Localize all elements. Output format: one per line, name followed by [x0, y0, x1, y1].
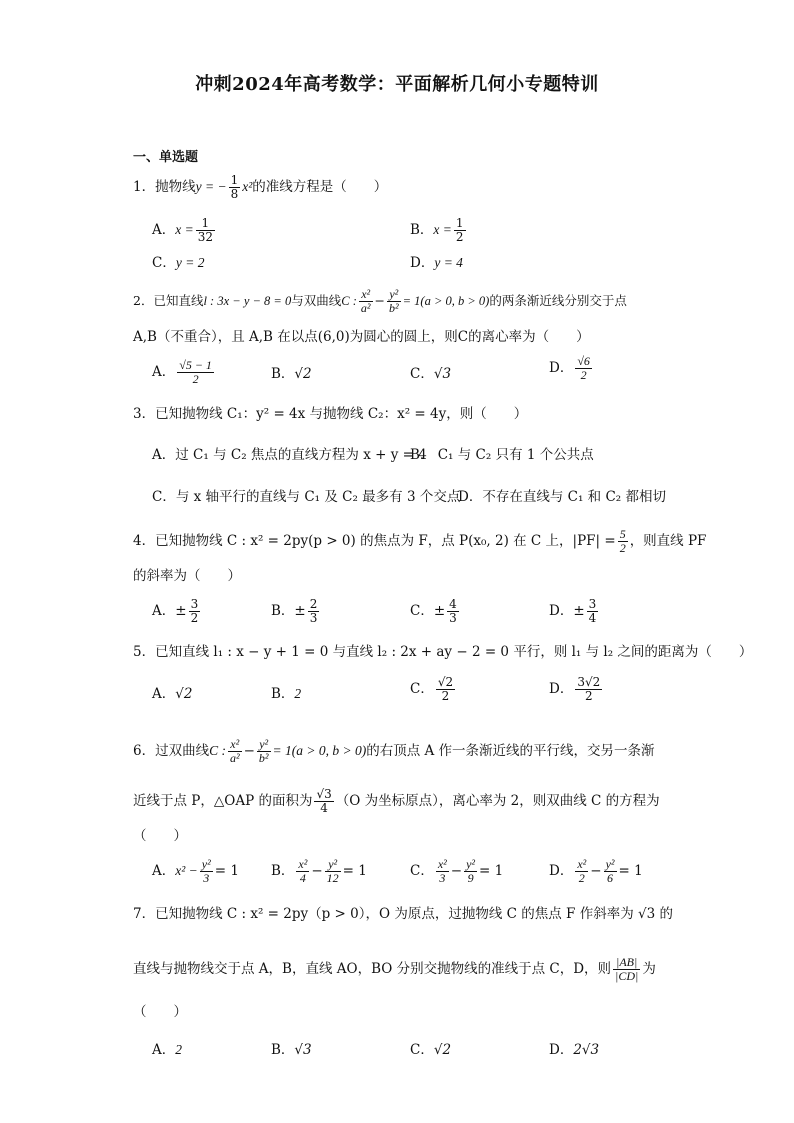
q6-c-mid: −	[450, 863, 463, 879]
q4-option-c[interactable]	[410, 598, 461, 625]
q4-d-label: D．±	[549, 603, 585, 619]
q1-frac-den: 8	[230, 187, 239, 201]
q4-a-num: 3	[190, 597, 199, 611]
q1-a-expr: x =	[175, 222, 194, 237]
q1-a-num: 1	[196, 217, 215, 231]
q3-option-b[interactable]: B． C₁ 与 C₂ 只有 1 个公共点	[410, 447, 594, 463]
q5-option-d[interactable]	[549, 676, 604, 703]
q6-l2-pre: 近线于点 P，△OAP 的面积为	[133, 793, 313, 809]
q6-f2-den: b²	[258, 751, 269, 765]
q6-frac-1	[228, 738, 242, 765]
question-7-line-3: （ ）	[133, 1004, 187, 1020]
q6-a-label: A．	[152, 863, 176, 879]
q2-hf-rest: = 1(a > 0, b > 0)	[402, 294, 490, 308]
q2-b-label: B．	[271, 366, 295, 382]
q2-a-num: √5 − 1	[179, 358, 212, 372]
q2-line-expr: l : 3x − y − 8 = 0	[203, 294, 292, 308]
q3-option-a[interactable]: A．过 C₁ 与 C₂ 焦点的直线方程为 x + y = 4	[152, 447, 427, 463]
q4-pre: 4．已知抛物线 C : x² = 2py(p > 0) 的焦点为 F，点 P(x₀, 2) 在 C 上，|PF| =	[133, 533, 616, 549]
q6-option-a[interactable]	[152, 858, 239, 885]
q6-d-frac-1	[575, 858, 588, 885]
question-7-line-1: 7．已知抛物线 C : x² = 2py（p > 0），O 为原点，过抛物线 C 的焦点 F 作斜率为 √3 的	[133, 906, 673, 922]
q4-option-d[interactable]	[549, 598, 600, 625]
q6-d-frac-2	[604, 858, 617, 885]
q6-f1-num: x²	[228, 738, 242, 752]
q6-c-frac-1	[436, 858, 449, 885]
q1-a-frac	[196, 217, 215, 244]
q7-l2-pre: 直线与抛物线交于点 A，B，直线 AO，BO 分别交抛物线的准线于点 C，D，则	[133, 961, 612, 977]
q3-option-d[interactable]: D．不存在直线与 C₁ 和 C₂ 都相切	[458, 489, 666, 505]
q6-b-d1: 4	[299, 871, 306, 885]
q6-pre: 6．过双曲线	[133, 743, 210, 759]
q4-option-b[interactable]	[271, 598, 321, 625]
q5-option-a[interactable]	[152, 684, 192, 704]
q2-a-frac	[177, 359, 214, 386]
q6-area-den: 4	[320, 801, 328, 815]
question-1-stem	[133, 174, 387, 201]
q1-c-label: C．	[152, 255, 176, 271]
q5-c-frac	[436, 676, 455, 703]
q6-b-frac-2	[325, 858, 341, 885]
q6-area-frac	[314, 788, 333, 815]
q6-a-post: = 1	[214, 863, 239, 879]
q4-c-frac	[447, 598, 459, 625]
q2-d-den: 2	[580, 368, 587, 382]
q7-b-label: B．	[271, 1042, 295, 1058]
q6-c-label-opt: C．	[410, 863, 434, 879]
q4-b-num: 2	[309, 597, 318, 611]
q6-c-post: = 1	[479, 863, 504, 879]
q2-c-label: C :	[341, 294, 357, 308]
q1-d-label: D．	[410, 255, 435, 271]
q1-b-frac	[454, 217, 466, 244]
q1-expr2: x²	[242, 179, 253, 194]
page-title: 冲刺2024年高考数学：平面解析几何小专题特训	[195, 74, 599, 95]
question-6-line-1	[133, 738, 655, 765]
q6-b-label: B．	[271, 863, 295, 879]
section-heading: 一、单选题	[133, 150, 199, 165]
q1-expr: y = −	[195, 179, 227, 194]
q6-d-d1: 2	[578, 871, 585, 885]
q6-b-n2: y²	[325, 858, 341, 872]
q7-option-d[interactable]	[549, 1040, 599, 1060]
q6-post: 的右顶点 A 作一条渐近线的平行线，交另一条渐	[366, 743, 655, 759]
q2-option-b[interactable]	[271, 364, 312, 384]
q6-a-frac	[200, 858, 213, 885]
q7-c-label: C．	[410, 1042, 434, 1058]
q5-c-label: C．	[410, 681, 434, 697]
q3-option-c[interactable]: C．与 x 轴平行的直线与 C₁ 及 C₂ 最多有 3 个交点	[152, 489, 461, 505]
q6-d-n2: y²	[605, 857, 615, 871]
q1-b-expr: x =	[433, 222, 452, 237]
q6-c-n1: x²	[437, 857, 447, 871]
q4-frac	[618, 528, 628, 555]
question-7-line-2	[133, 956, 656, 983]
q4-d-num: 3	[588, 597, 597, 611]
q7-option-c[interactable]	[410, 1040, 451, 1060]
q6-l2-post: （O 为坐标原点），离心率为 2，则双曲线 C 的方程为	[335, 793, 660, 809]
q6-c-label: C :	[209, 743, 226, 758]
q2-minus: −	[374, 293, 385, 308]
q5-d-num: 3√2	[577, 675, 601, 689]
q6-d-n1: x²	[577, 857, 587, 871]
q6-option-d[interactable]	[549, 858, 643, 885]
q7-d-expr: 2√3	[573, 1042, 600, 1058]
q4-c-label: C．±	[410, 603, 446, 619]
q4-b-den: 3	[309, 611, 318, 625]
q2-hf2-den: b²	[388, 301, 399, 315]
q7-ratio-frac	[613, 956, 640, 983]
q1-frac-num: 1	[230, 173, 239, 187]
q7-option-a[interactable]	[152, 1040, 182, 1060]
q5-d-den: 2	[584, 689, 593, 703]
q4-option-a[interactable]	[152, 598, 202, 625]
question-4-line-2: 的斜率为（ ）	[133, 568, 241, 584]
q2-hyper-frac-1	[359, 288, 373, 315]
q6-f1-den: a²	[229, 751, 240, 765]
q2-c-expr: √3	[433, 366, 452, 382]
q6-c-frac-2	[464, 858, 477, 885]
q2-hf1-num: x²	[359, 288, 373, 302]
q7-d-label: D．	[549, 1042, 574, 1058]
q1-option-a[interactable]	[152, 217, 217, 244]
q5-c-den: 2	[441, 689, 450, 703]
question-5-stem: 5．已知直线 l₁ : x − y + 1 = 0 与直线 l₂ : 2x + ay − 2 = 0 平行，则 l₁ 与 l₂ 之间的距离为（ ）	[133, 644, 753, 660]
q6-b-mid: −	[311, 863, 323, 879]
q6-b-d2: 12	[326, 871, 339, 885]
q6-d-mid: −	[590, 863, 602, 879]
q6-a-num: y²	[201, 857, 211, 871]
q7-a-label: A．	[152, 1042, 176, 1058]
q1-stem-post: 的准线方程是（ ）	[252, 179, 388, 195]
q1-option-c[interactable]	[152, 253, 204, 273]
q6-c-n2: y²	[466, 857, 476, 871]
q6-area-num: √3	[316, 787, 332, 801]
q2-hyper-frac-2	[387, 288, 401, 315]
q4-f-den: 2	[619, 541, 626, 555]
q7-b-expr: √3	[294, 1042, 312, 1058]
q4-f-num: 5	[619, 527, 626, 541]
q1-fraction	[229, 174, 241, 201]
q2-pre: 2．已知直线	[133, 293, 204, 308]
q4-b-label: B．±	[271, 603, 306, 619]
q5-a-label: A．	[152, 686, 176, 702]
q1-option-b[interactable]	[410, 217, 468, 244]
q1-stem-pre: 1．抛物线	[133, 179, 196, 195]
q4-d-den: 4	[588, 611, 597, 625]
question-6-line-2	[133, 788, 660, 815]
q6-b-n1: x²	[298, 857, 308, 871]
q6-d-label: D．	[549, 863, 574, 879]
question-6-line-3: （ ）	[133, 828, 187, 844]
q1-b-num: 1	[455, 216, 464, 230]
q2-d-num: √6	[577, 354, 590, 368]
q4-c-den: 3	[449, 611, 457, 625]
q5-a-expr: √2	[175, 686, 193, 702]
question-2-line-1	[133, 288, 627, 315]
q2-option-a[interactable]	[152, 359, 216, 386]
q4-a-label: A．±	[152, 603, 187, 619]
q1-b-label: B．	[410, 222, 434, 238]
q2-a-den: 2	[192, 372, 199, 386]
q6-frac-2	[257, 738, 271, 765]
q6-c-d1: 3	[439, 871, 446, 885]
q1-a-label: A．	[152, 222, 176, 238]
q7-c-expr: √2	[433, 1042, 452, 1058]
q6-c-d2: 9	[467, 871, 474, 885]
q2-d-label: D．	[549, 360, 574, 376]
q2-option-c[interactable]	[410, 364, 451, 384]
q6-option-b[interactable]	[271, 858, 367, 885]
q2-post: 的两条渐近线分别交于点	[489, 293, 627, 308]
q4-d-frac	[587, 598, 599, 625]
q6-minus: −	[243, 743, 255, 759]
q2-hf1-den: a²	[360, 301, 371, 315]
q2-mid: 与双曲线	[291, 293, 342, 308]
q6-f2-num: y²	[257, 738, 271, 752]
q1-b-den: 2	[455, 230, 464, 244]
q6-option-c[interactable]	[410, 858, 503, 885]
q6-a-den: 3	[203, 871, 210, 885]
q5-d-frac	[575, 676, 602, 703]
question-3-stem: 3．已知抛物线 C₁：y² = 4x 与抛物线 C₂：x² = 4y，则（ ）	[133, 406, 528, 422]
q2-a-label: A．	[152, 364, 176, 380]
q4-a-den: 2	[190, 611, 199, 625]
q4-c-num: 4	[449, 597, 457, 611]
q6-b-frac-1	[296, 858, 309, 885]
q4-b-frac	[308, 598, 320, 625]
q2-hf2-num: y²	[387, 288, 401, 302]
q1-option-d[interactable]	[410, 253, 463, 273]
q6-a-pre: x² −	[175, 863, 198, 878]
q2-d-frac	[575, 355, 592, 382]
question-4-line-1	[133, 528, 706, 555]
q1-d-expr: y = 4	[434, 255, 463, 270]
q6-b-post: = 1	[342, 863, 367, 879]
q7-ratio-num: |AB|	[613, 956, 640, 970]
q5-c-num: √2	[437, 675, 454, 689]
q1-a-den: 32	[197, 230, 214, 244]
q7-a-expr: 2	[175, 1042, 182, 1057]
q2-c-label-opt: C．	[410, 366, 434, 382]
q4-post: ，则直线 PF	[629, 533, 707, 549]
q5-d-label: D．	[549, 681, 574, 697]
q5-b-expr: 2	[294, 686, 302, 701]
q5-b-label: B．	[271, 686, 295, 702]
q6-rest: = 1(a > 0, b > 0)	[272, 743, 367, 758]
q7-l2-post: 为	[642, 961, 656, 977]
q6-d-d2: 6	[607, 871, 614, 885]
question-2-line-2: A,B（不重合），且 A,B 在以点(6,0)为圆心的圆上，则C的离心率为（ ）	[133, 329, 590, 345]
q7-ratio-den: |CD|	[615, 969, 639, 983]
q2-b-expr: √2	[294, 366, 312, 382]
q2-option-d[interactable]	[549, 355, 594, 382]
q7-option-b[interactable]	[271, 1040, 312, 1060]
q5-option-c[interactable]	[410, 676, 457, 703]
q4-a-frac	[189, 598, 201, 625]
q1-c-expr: y = 2	[175, 255, 205, 270]
q5-option-b[interactable]	[271, 684, 301, 704]
q6-d-post: = 1	[618, 863, 643, 879]
